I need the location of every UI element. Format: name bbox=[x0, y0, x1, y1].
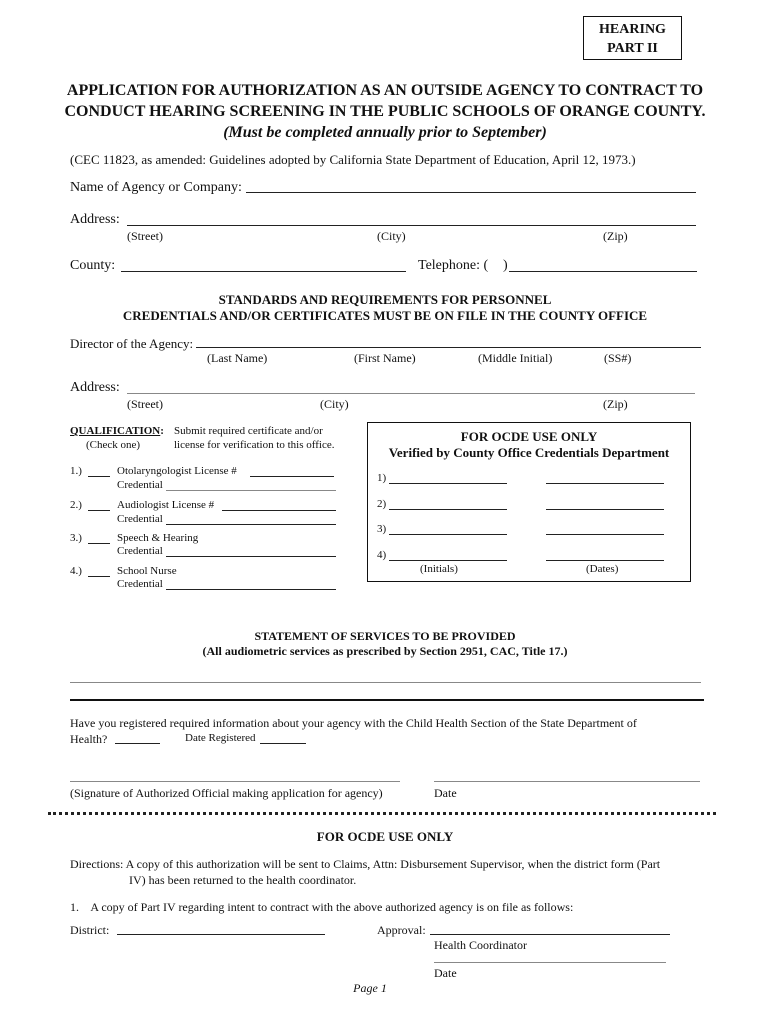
qual-item-1-credential: Credential bbox=[117, 479, 163, 491]
director-city-caption: (City) bbox=[320, 397, 349, 411]
qual-item-4-check[interactable] bbox=[88, 576, 110, 577]
qual-item-3-num: 3.) bbox=[70, 532, 82, 544]
standards-line1: STANDARDS AND REQUIREMENTS FOR PERSONNEL bbox=[218, 292, 552, 307]
director-last-caption: (Last Name) bbox=[207, 351, 268, 365]
ocde-verification-box bbox=[367, 422, 691, 582]
registration-question: Have you registered required information about your agency with the Child Health Section of the State Department of bbox=[70, 716, 637, 730]
agency-name-field[interactable] bbox=[246, 192, 696, 193]
part-label-box bbox=[583, 16, 682, 60]
approval-date-caption: Date bbox=[434, 966, 457, 980]
ocde-row-2-initials[interactable] bbox=[389, 509, 507, 510]
director-address-field[interactable] bbox=[127, 393, 695, 394]
qual-item-1-license-field[interactable] bbox=[250, 476, 334, 477]
qual-item-3-label: Speech & Hearing bbox=[117, 532, 199, 544]
title-line3: (Must be completed annually prior to September) bbox=[223, 124, 547, 141]
director-zip-caption: (Zip) bbox=[603, 397, 628, 411]
registration-health-field[interactable] bbox=[115, 743, 160, 744]
services-title: STATEMENT OF SERVICES TO BE PROVIDED bbox=[254, 629, 516, 643]
agency-street-caption: (Street) bbox=[127, 229, 163, 243]
title-line1: APPLICATION FOR AUTHORIZATION AS AN OUTSIDE AGENCY TO CONTRACT TO bbox=[66, 82, 704, 99]
qual-item-1-check[interactable] bbox=[88, 476, 110, 477]
director-label: Director of the Agency: bbox=[70, 336, 194, 351]
signature-field[interactable] bbox=[70, 781, 400, 782]
registration-date-label: Date Registered bbox=[185, 732, 256, 744]
signature-label: (Signature of Authorized Official making application for agency) bbox=[70, 786, 383, 800]
ocde-row-4-date[interactable] bbox=[546, 560, 664, 561]
services-divider bbox=[70, 699, 704, 701]
district-field[interactable] bbox=[117, 934, 325, 935]
qual-item-4-credential-field[interactable] bbox=[166, 589, 336, 590]
qual-item-2-label: Audiologist License # bbox=[117, 499, 215, 511]
registration-health-label: Health? bbox=[70, 732, 108, 746]
ocde-row-1-date[interactable] bbox=[546, 483, 664, 484]
directions-line1: Directions: A copy of this authorization will be sent to Claims, Attn: Disbursement Supervisor, when the district form (Part bbox=[70, 857, 661, 871]
qual-item-2-credential-field[interactable] bbox=[166, 524, 336, 525]
ocde-row-3-num: 3) bbox=[377, 523, 387, 535]
qual-item-2-license-field[interactable] bbox=[222, 510, 336, 511]
approval-label: Approval: bbox=[377, 923, 426, 937]
standards-line2: CREDENTIALS AND/OR CERTIFICATES MUST BE ON FILE IN THE COUNTY OFFICE bbox=[122, 308, 648, 323]
qualification-instr-line1: Submit required certificate and/or bbox=[174, 425, 323, 437]
agency-name-label: Name of Agency or Company: bbox=[70, 180, 242, 195]
page-number: Page 1 bbox=[353, 981, 387, 995]
qual-item-4-credential: Credential bbox=[117, 578, 163, 590]
qualification-heading bbox=[70, 425, 164, 437]
qualification-colon: : bbox=[160, 425, 164, 437]
qual-item-2-credential: Credential bbox=[117, 513, 163, 525]
health-coordinator-caption: Health Coordinator bbox=[434, 938, 527, 952]
agency-zip-caption: (Zip) bbox=[603, 229, 628, 243]
signature-date-field[interactable] bbox=[434, 781, 700, 782]
ocde-box-title: FOR OCDE USE ONLY bbox=[460, 429, 598, 444]
ocde-row-2-date[interactable] bbox=[546, 509, 664, 510]
ocde-row-3-date[interactable] bbox=[546, 534, 664, 535]
cut-line-separator bbox=[48, 812, 716, 815]
office-use-title: FOR OCDE USE ONLY bbox=[316, 829, 454, 844]
qualification-instr-line2: license for verification to this office. bbox=[174, 439, 335, 451]
qual-item-1-credential-field[interactable] bbox=[166, 490, 336, 491]
qual-item-4-num: 4.) bbox=[70, 565, 82, 577]
qual-item-4-label: School Nurse bbox=[117, 565, 177, 577]
ocde-dates-caption: (Dates) bbox=[586, 563, 619, 575]
part-label-line1: HEARING bbox=[599, 22, 666, 37]
director-middle-caption: (Middle Initial) bbox=[478, 351, 553, 365]
approval-date-field[interactable] bbox=[434, 962, 666, 963]
agency-address-label: Address: bbox=[70, 212, 120, 227]
services-field-line[interactable] bbox=[70, 682, 701, 683]
director-first-caption: (First Name) bbox=[354, 351, 416, 365]
district-label: District: bbox=[70, 923, 110, 937]
director-street-caption: (Street) bbox=[127, 397, 163, 411]
page-title bbox=[40, 80, 730, 143]
qual-item-2-check[interactable] bbox=[88, 510, 110, 511]
ocde-row-1-initials[interactable] bbox=[389, 483, 507, 484]
qual-item-3-credential: Credential bbox=[117, 545, 163, 557]
telephone-label: Telephone: ( bbox=[418, 258, 489, 273]
standards-heading bbox=[40, 292, 730, 324]
qual-item-1-label: Otolaryngologist License # bbox=[117, 465, 237, 477]
director-ss-caption: (SS#) bbox=[604, 351, 632, 365]
ocde-row-2-num: 2) bbox=[377, 498, 387, 510]
ocde-box-subtitle: Verified by County Office Credentials Department bbox=[388, 445, 670, 460]
qual-item-1-num: 1.) bbox=[70, 465, 82, 477]
ocde-row-4-initials[interactable] bbox=[389, 560, 507, 561]
county-label: County: bbox=[70, 258, 116, 273]
qualification-check-one: (Check one) bbox=[86, 439, 141, 451]
telephone-close-paren: ) bbox=[503, 258, 508, 273]
part-label-line2: PART II bbox=[607, 41, 658, 56]
county-field[interactable] bbox=[121, 271, 406, 272]
approval-field[interactable] bbox=[430, 934, 670, 935]
telephone-field[interactable] bbox=[509, 271, 697, 272]
ocde-row-1-num: 1) bbox=[377, 472, 387, 484]
qualification-label: QUALIFICATION bbox=[70, 425, 161, 437]
services-subtitle: (All audiometric services as prescribed by Section 2951, CAC, Title 17.) bbox=[202, 644, 568, 658]
agency-address-field[interactable] bbox=[127, 225, 696, 226]
registration-date-field[interactable] bbox=[260, 743, 306, 744]
signature-date-label: Date bbox=[434, 786, 457, 800]
office-use-item-1: 1. A copy of Part IV regarding intent to contract with the above authorized agency is on file as follows: bbox=[70, 900, 574, 914]
title-line2: CONDUCT HEARING SCREENING IN THE PUBLIC SCHOOLS OF ORANGE COUNTY. bbox=[64, 103, 706, 120]
agency-city-caption: (City) bbox=[377, 229, 406, 243]
citation: (CEC 11823, as amended: Guidelines adopted by California State Department of Education, April 12, 1973.) bbox=[70, 152, 636, 167]
qual-item-3-check[interactable] bbox=[88, 543, 110, 544]
qual-item-2-num: 2.) bbox=[70, 499, 82, 511]
director-address-label: Address: bbox=[70, 380, 120, 395]
director-field[interactable] bbox=[196, 347, 701, 348]
ocde-initials-caption: (Initials) bbox=[420, 563, 458, 575]
directions-line2: IV) has been returned to the health coordinator. bbox=[129, 873, 357, 887]
ocde-row-3-initials[interactable] bbox=[389, 534, 507, 535]
qual-item-3-credential-field[interactable] bbox=[166, 556, 336, 557]
ocde-row-4-num: 4) bbox=[377, 549, 387, 561]
